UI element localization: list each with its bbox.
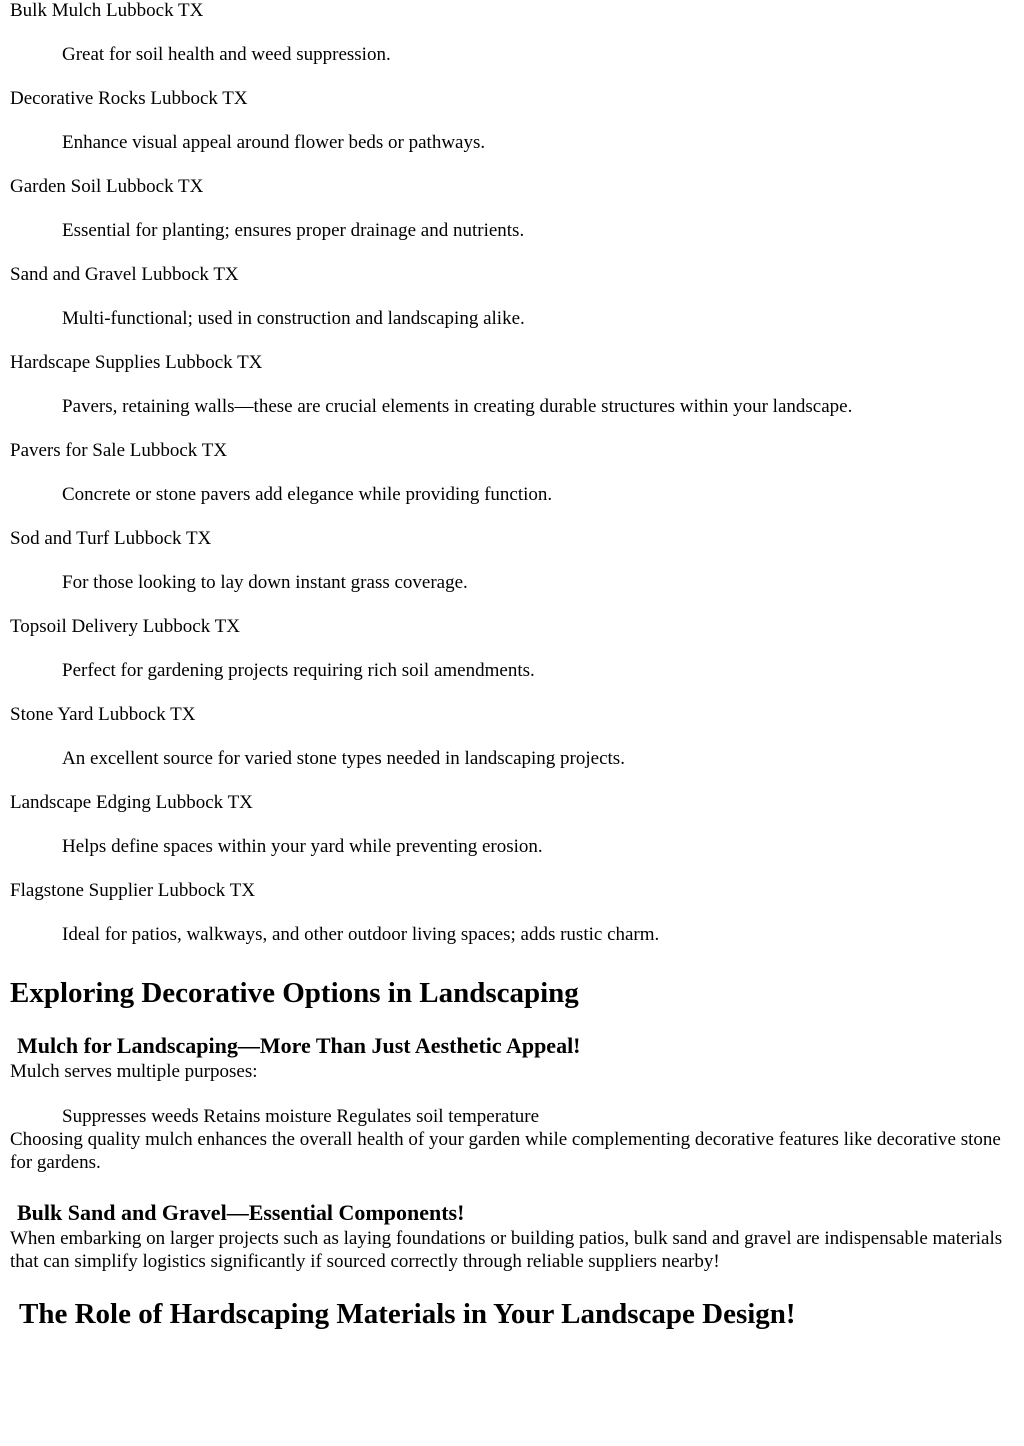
product-term: Pavers for Sale Lubbock TX — [10, 440, 228, 461]
product-description: An excellent source for varied stone types needed in landscaping projects. — [62, 748, 625, 769]
product-term: Sand and Gravel Lubbock TX — [10, 264, 239, 285]
product-description: Perfect for gardening projects requiring rich soil amendments. — [62, 660, 535, 681]
product-description: Essential for planting; ensures proper drainage and nutrients. — [62, 220, 525, 241]
subheading-mulch: Mulch for Landscaping—More Than Just Aesthetic Appeal! — [17, 1033, 581, 1058]
sand-gravel-body: When embarking on larger projects such as laying foundations or building patios, bulk sand and gravel are indispensable materials that can simplify logistics significantly if sourced correctly through reliable suppliers nearby! — [10, 1228, 1003, 1272]
product-description: Enhance visual appeal around flower beds or pathways. — [62, 132, 486, 153]
product-description: Ideal for patios, walkways, and other outdoor living spaces; adds rustic charm. — [62, 924, 660, 945]
product-term: Topsoil Delivery Lubbock TX — [10, 616, 240, 637]
product-term: Stone Yard Lubbock TX — [10, 704, 196, 725]
product-term: Flagstone Supplier Lubbock TX — [10, 880, 256, 901]
mulch-intro: Mulch serves multiple purposes: — [10, 1061, 258, 1082]
product-description: Great for soil health and weed suppression. — [62, 44, 391, 65]
section-heading-hardscaping: The Role of Hardscaping Materials in Your Landscape Design! — [19, 1298, 796, 1330]
product-term: Decorative Rocks Lubbock TX — [10, 88, 248, 109]
section-heading-decorative-options: Exploring Decorative Options in Landscaping — [10, 977, 579, 1009]
product-description: Multi-functional; used in construction and landscaping alike. — [62, 308, 525, 329]
product-term: Sod and Turf Lubbock TX — [10, 528, 212, 549]
product-description: Pavers, retaining walls—these are crucial elements in creating durable structures within your landscape. — [62, 396, 853, 417]
product-description: For those looking to lay down instant grass coverage. — [62, 572, 468, 593]
mulch-benefits-list: Suppresses weeds Retains moisture Regulates soil temperature — [62, 1106, 540, 1127]
product-description: Concrete or stone pavers add elegance while providing function. — [62, 484, 553, 505]
mulch-body: Choosing quality mulch enhances the overall health of your garden while complementing decorative features like decorative stone for gardens. — [10, 1129, 1001, 1173]
subheading-sand-gravel: Bulk Sand and Gravel—Essential Components! — [17, 1200, 465, 1225]
product-list — [10, 0, 1014, 953]
product-description: Helps define spaces within your yard while preventing erosion. — [62, 836, 543, 857]
product-term: Landscape Edging Lubbock TX — [10, 792, 253, 813]
product-term: Bulk Mulch Lubbock TX — [10, 0, 204, 21]
product-term: Hardscape Supplies Lubbock TX — [10, 352, 263, 373]
product-term: Garden Soil Lubbock TX — [10, 176, 204, 197]
